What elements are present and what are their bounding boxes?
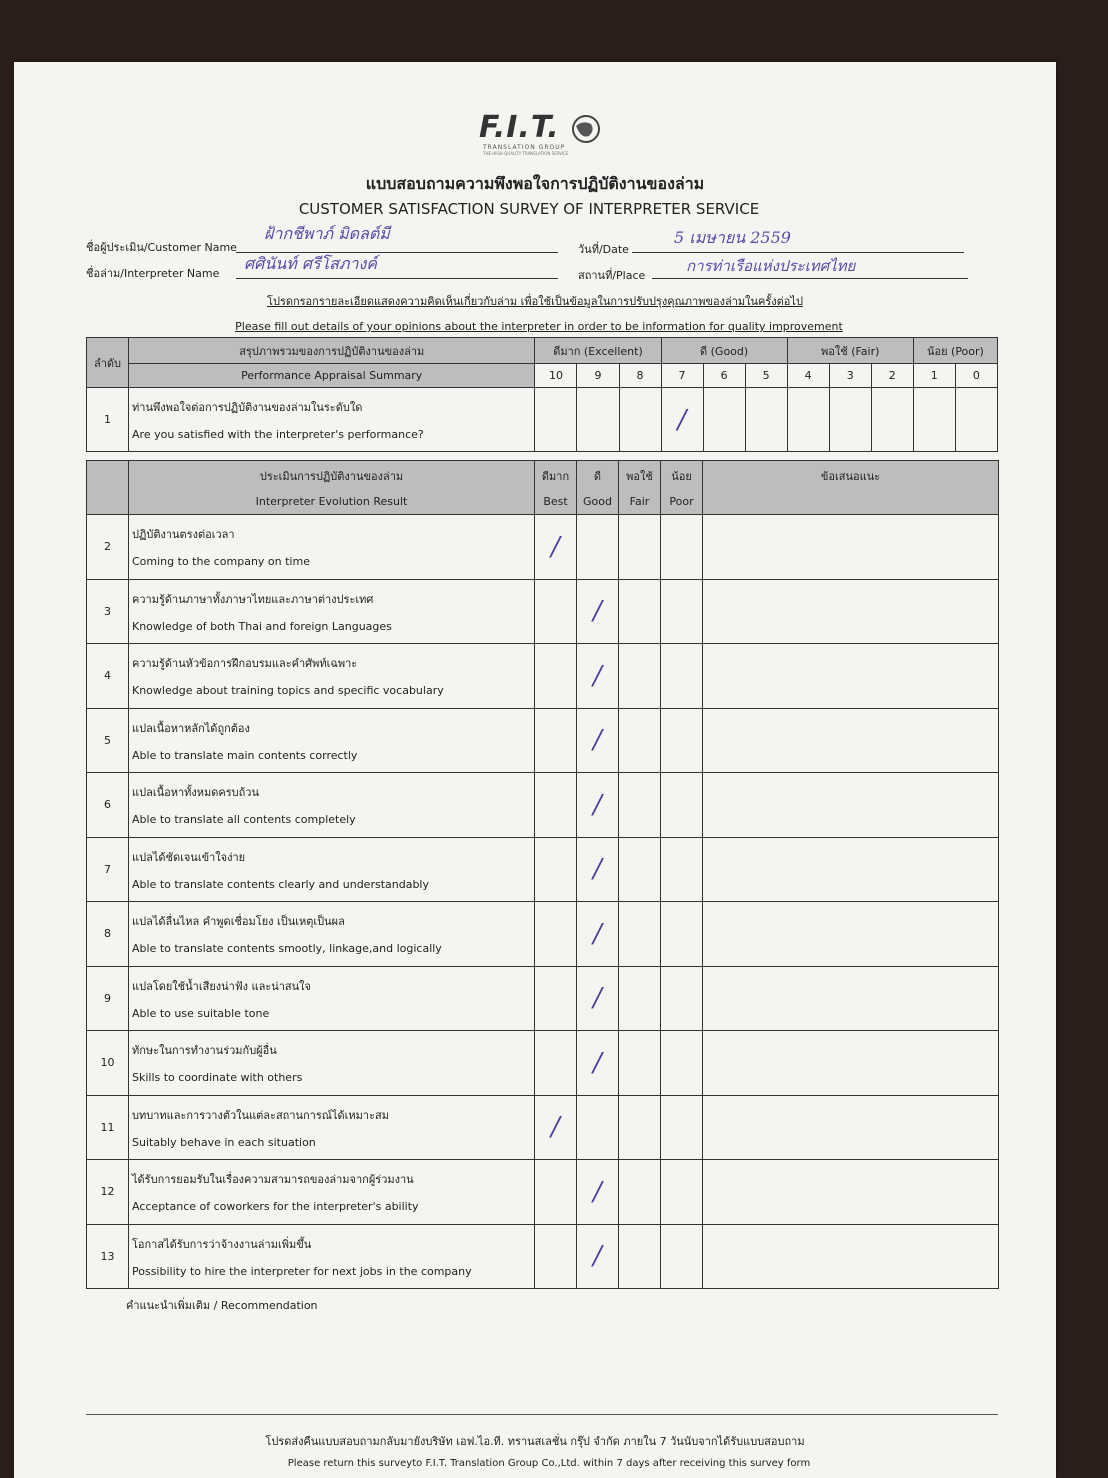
good-check-cell[interactable]: /: [577, 579, 619, 644]
question-thai: ความรู้ด้านภาษาทั้งภาษาไทยและภาษาต่างประเทศ: [132, 592, 374, 606]
evaluation-table: [86, 460, 999, 1289]
poor-check-cell[interactable]: [661, 1095, 703, 1160]
place-value: การท่าเรือแห่งประเทศไทย: [686, 257, 856, 275]
table-row: [87, 644, 999, 709]
question-cell: [129, 644, 535, 709]
fair-check-cell[interactable]: [619, 966, 661, 1031]
poor-check-cell[interactable]: [661, 966, 703, 1031]
good-check-cell[interactable]: [577, 1095, 619, 1160]
summary-header-thai: สรุปภาพรวมของการปฏิบัติงานของล่าม: [129, 338, 535, 364]
suggestion-cell[interactable]: [703, 515, 999, 580]
good-check-cell[interactable]: /: [577, 708, 619, 773]
good-check-cell[interactable]: /: [577, 773, 619, 838]
row-number: 12: [87, 1160, 129, 1225]
best-check-cell[interactable]: [535, 579, 577, 644]
best-check-cell[interactable]: /: [535, 1095, 577, 1160]
customer-name-label: ชื่อผู้ประเมิน/Customer Name: [86, 241, 237, 254]
no-header: ลำดับ: [87, 338, 129, 388]
poor-check-cell[interactable]: [661, 773, 703, 838]
fair-check-cell[interactable]: [619, 708, 661, 773]
answer-cell[interactable]: [535, 388, 577, 452]
answer-cell[interactable]: [955, 388, 997, 452]
score-5: 5: [745, 364, 787, 388]
col-poor: [661, 461, 703, 515]
score-7: 7: [661, 364, 703, 388]
question-english: Knowledge of both Thai and foreign Languages: [132, 619, 392, 633]
question-english: Acceptance of coworkers for the interpreter's ability: [132, 1200, 419, 1213]
question-cell: [129, 1160, 535, 1225]
good-check-cell[interactable]: /: [577, 1160, 619, 1225]
question-thai: ความรู้ด้านหัวข้อการฝึกอบรมและคำศัพท์เฉพาะ: [132, 657, 358, 670]
score-0: 0: [955, 364, 997, 388]
table-row: [87, 1224, 999, 1289]
row-number: 11: [87, 1095, 129, 1160]
good-check-cell[interactable]: /: [577, 966, 619, 1031]
question-english: Able to translate contents smootly, linkage,and logically: [132, 942, 442, 955]
row-number: 9: [87, 966, 129, 1031]
suggestion-cell[interactable]: [703, 1160, 999, 1225]
col-good-english: Good: [583, 495, 612, 508]
date-value: 5 เมษายน 2559: [674, 228, 791, 247]
group-good: ดี (Good): [661, 338, 787, 364]
question-thai: แปลได้ชัดเจนเข้าใจง่าย: [132, 850, 246, 864]
col-poor-thai: น้อย: [671, 470, 692, 483]
suggestion-cell[interactable]: [703, 1031, 999, 1096]
logo-text: F.I.T.: [479, 110, 560, 145]
col-best: [535, 461, 577, 515]
poor-check-cell[interactable]: [661, 515, 703, 580]
question-thai: ปฏิบัติงานตรงต่อเวลา: [132, 528, 235, 541]
row-number: 1: [87, 388, 129, 452]
question-cell: [129, 515, 535, 580]
score-6: 6: [703, 364, 745, 388]
row-number: 6: [87, 773, 129, 838]
interpreter-name-label: ชื่อล่าม/Interpreter Name: [86, 267, 220, 280]
question-cell: [129, 773, 535, 838]
good-check-cell[interactable]: /: [577, 1224, 619, 1289]
recommendation-line[interactable]: [86, 1414, 998, 1415]
suggestion-cell[interactable]: [703, 579, 999, 644]
question-english: Are you satisfied with the interpreter's performance?: [132, 428, 424, 441]
col-poor-english: Poor: [669, 495, 694, 508]
poor-check-cell[interactable]: [661, 579, 703, 644]
question-english: Suitably behave in each situation: [132, 1135, 316, 1149]
fair-check-cell[interactable]: [619, 1095, 661, 1160]
question-thai: ได้รับการยอมรับในเรื่องความสามารถของล่ามจากผู้ร่วมงาน: [132, 1173, 414, 1186]
no-header-blank: [87, 461, 129, 515]
row-number: 2: [87, 515, 129, 580]
question-thai: ท่านพึงพอใจต่อการปฏิบัติงานของล่ามในระดับใด: [132, 401, 363, 414]
suggestion-cell[interactable]: [703, 708, 999, 773]
score-2: 2: [871, 364, 913, 388]
fair-check-cell[interactable]: [619, 1160, 661, 1225]
question-thai: แปลเนื้อหาหลักได้ถูกต้อง: [132, 721, 250, 735]
fair-check-cell[interactable]: [619, 644, 661, 709]
question-english: Able to use suitable tone: [132, 1006, 270, 1020]
question-cell: [129, 966, 535, 1031]
score-10: 10: [535, 364, 577, 388]
globe-icon: [571, 114, 601, 144]
poor-check-cell[interactable]: [661, 1224, 703, 1289]
best-check-cell[interactable]: [535, 1031, 577, 1096]
question-cell: [129, 902, 535, 967]
table-row: [87, 837, 999, 902]
suggestion-cell[interactable]: [703, 644, 999, 709]
col-good-thai: ดี: [593, 470, 602, 483]
evaluation-header-english: Interpreter Evolution Result: [255, 495, 408, 508]
poor-check-cell[interactable]: [661, 902, 703, 967]
interpreter-name-line: [236, 278, 558, 279]
question-cell: [129, 837, 535, 902]
logo-subtitle: TRANSLATION GROUP: [483, 144, 566, 151]
col-fair-thai: พอใช้: [626, 470, 653, 483]
best-check-cell[interactable]: [535, 1224, 577, 1289]
table-row: [87, 708, 999, 773]
recommendation-label: คำแนะนำเพิ่มเติม / Recommendation: [126, 1299, 318, 1312]
suggestion-cell[interactable]: [703, 1095, 999, 1160]
question-thai: แปลเนื้อหาทั้งหมดครบถ้วน: [132, 786, 259, 799]
row-number: 5: [87, 708, 129, 773]
answer-cell[interactable]: [829, 388, 871, 452]
question-thai: แปลโดยใช้น้ำเสียงน่าฟัง และน่าสนใจ: [132, 979, 311, 993]
fair-check-cell[interactable]: [619, 837, 661, 902]
poor-check-cell[interactable]: [661, 708, 703, 773]
question-cell: [129, 1224, 535, 1289]
fair-check-cell[interactable]: [619, 1031, 661, 1096]
col-fair-english: Fair: [629, 495, 650, 508]
survey-paper: [14, 62, 1056, 1478]
question-thai: โอกาสได้รับการว่าจ้างงานล่ามเพิ่มขึ้น: [132, 1237, 312, 1251]
best-check-cell[interactable]: [535, 644, 577, 709]
question-english: Able to translate main contents correctly: [132, 748, 358, 762]
fair-check-cell[interactable]: [619, 515, 661, 580]
suggestion-header: ข้อเสนอแนะ: [703, 461, 999, 515]
table-row: [87, 579, 999, 644]
fair-check-cell[interactable]: [619, 579, 661, 644]
best-check-cell[interactable]: [535, 902, 577, 967]
best-check-cell[interactable]: [535, 837, 577, 902]
answer-cell[interactable]: [619, 388, 661, 452]
table-row: [87, 1160, 999, 1225]
footer-thai: โปรดส่งคืนแบบสอบถามกลับมายังบริษัท เอฟ.ไอ.ที. ทรานสเลชั่น กรุ๊ป จำกัด ภายใน 7 วันนับจากได้รับแบบสอบถาม: [265, 1435, 805, 1448]
poor-check-cell[interactable]: [661, 644, 703, 709]
suggestion-cell[interactable]: [703, 966, 999, 1031]
suggestion-cell[interactable]: [703, 773, 999, 838]
place-label: สถานที่/Place: [578, 269, 646, 282]
group-poor: น้อย (Poor): [913, 338, 997, 364]
answer-cell[interactable]: [871, 388, 913, 452]
answer-cell[interactable]: [787, 388, 829, 452]
answer-cell[interactable]: [913, 388, 955, 452]
question-thai: ทักษะในการทำงานร่วมกับผู้อื่น: [132, 1044, 277, 1057]
table-row: [87, 773, 999, 838]
suggestion-cell[interactable]: [703, 837, 999, 902]
best-check-cell[interactable]: [535, 773, 577, 838]
question-cell: [129, 708, 535, 773]
table-row: [87, 1095, 999, 1160]
row-number: 4: [87, 644, 129, 709]
col-best-thai: ดีมาก: [541, 470, 570, 483]
best-check-cell[interactable]: [535, 1160, 577, 1225]
poor-check-cell[interactable]: [661, 1031, 703, 1096]
table-row: [87, 966, 999, 1031]
fair-check-cell[interactable]: [619, 902, 661, 967]
question-english: Able to translate contents clearly and understandably: [132, 877, 429, 891]
question-thai: แปลได้ลื่นไหล คำพูดเชื่อมโยง เป็นเหตุเป็นผล: [132, 915, 345, 928]
good-check-cell[interactable]: /: [577, 837, 619, 902]
evaluation-header-thai: ประเมินการปฏิบัติงานของล่าม: [259, 470, 404, 483]
performance-summary-table: [86, 337, 998, 452]
check-mark[interactable]: /: [661, 388, 703, 452]
row-number: 13: [87, 1224, 129, 1289]
interpreter-name-value: ศศินันท์ ศรีโสภางค์: [244, 254, 377, 273]
suggestion-cell[interactable]: [703, 902, 999, 967]
fair-check-cell[interactable]: [619, 773, 661, 838]
poor-check-cell[interactable]: [661, 837, 703, 902]
col-best-english: Best: [543, 495, 568, 508]
good-check-cell[interactable]: /: [577, 902, 619, 967]
score-3: 3: [829, 364, 871, 388]
date-label: วันที่/Date: [578, 243, 629, 256]
row-number: 10: [87, 1031, 129, 1096]
score-8: 8: [619, 364, 661, 388]
table-row: [87, 515, 999, 580]
good-check-cell[interactable]: [577, 515, 619, 580]
answer-cell[interactable]: [745, 388, 787, 452]
best-check-cell[interactable]: [535, 966, 577, 1031]
best-check-cell[interactable]: [535, 708, 577, 773]
question-english: Possibility to hire the interpreter for next jobs in the company: [132, 1264, 472, 1278]
row-number: 8: [87, 902, 129, 967]
fair-check-cell[interactable]: [619, 1224, 661, 1289]
group-fair: พอใช้ (Fair): [787, 338, 913, 364]
instruction-english: Please fill out details of your opinions about the interpreter in order to be information for quality improvement: [235, 320, 843, 333]
question-english: Knowledge about training topics and specific vocabulary: [132, 684, 444, 697]
summary-header-english: Performance Appraisal Summary: [129, 364, 535, 388]
question-cell: [129, 579, 535, 644]
customer-name-value: ฝ้ากชีพาภ์ มิดลต์มี: [264, 224, 390, 243]
question-english: Skills to coordinate with others: [132, 1071, 303, 1084]
answer-cell[interactable]: [577, 388, 619, 452]
score-4: 4: [787, 364, 829, 388]
col-good: [577, 461, 619, 515]
row-number: 3: [87, 579, 129, 644]
question-english: Coming to the company on time: [132, 555, 310, 568]
poor-check-cell[interactable]: [661, 1160, 703, 1225]
date-line: [632, 252, 964, 253]
question-cell: [129, 1031, 535, 1096]
table-row: [87, 1031, 999, 1096]
evaluation-body: [87, 461, 999, 1289]
score-9: 9: [577, 364, 619, 388]
title-thai: แบบสอบถามความพึงพอใจการปฏิบัติงานของล่าม: [365, 174, 705, 193]
footer-english: Please return this surveyto F.I.T. Translation Group Co.,Ltd. within 7 days after receiving this survey form: [287, 1458, 811, 1469]
best-check-cell[interactable]: /: [535, 515, 577, 580]
good-check-cell[interactable]: /: [577, 644, 619, 709]
fit-logo: [479, 110, 619, 160]
table-row: [87, 902, 999, 967]
suggestion-cell[interactable]: [703, 1224, 999, 1289]
col-fair: [619, 461, 661, 515]
place-line: [652, 278, 968, 279]
evaluation-header: [129, 461, 535, 515]
title-english: CUSTOMER SATISFACTION SURVEY OF INTERPRETER SERVICE: [298, 200, 760, 218]
answer-cell[interactable]: [703, 388, 745, 452]
logo-tagline: THE HIGH-QUALITY TRANSLATION SERVICE: [483, 151, 569, 156]
score-1: 1: [913, 364, 955, 388]
row-number: 7: [87, 837, 129, 902]
question-cell: [129, 388, 535, 452]
question-cell: [129, 1095, 535, 1160]
question-english: Able to translate all contents completely: [132, 813, 356, 826]
question-thai: บทบาทและการวางตัวในแต่ละสถานการณ์ได้เหมาะสม: [132, 1108, 389, 1122]
group-excellent: ดีมาก (Excellent): [535, 338, 661, 364]
instruction-thai: โปรดกรอกรายละเอียดแสดงความคิดเห็นเกี่ยวกับล่าม เพื่อใช้เป็นข้อมูลในการปรับปรุงคุณภาพของล่ามในครั้งต่อไป: [267, 295, 803, 308]
good-check-cell[interactable]: /: [577, 1031, 619, 1096]
